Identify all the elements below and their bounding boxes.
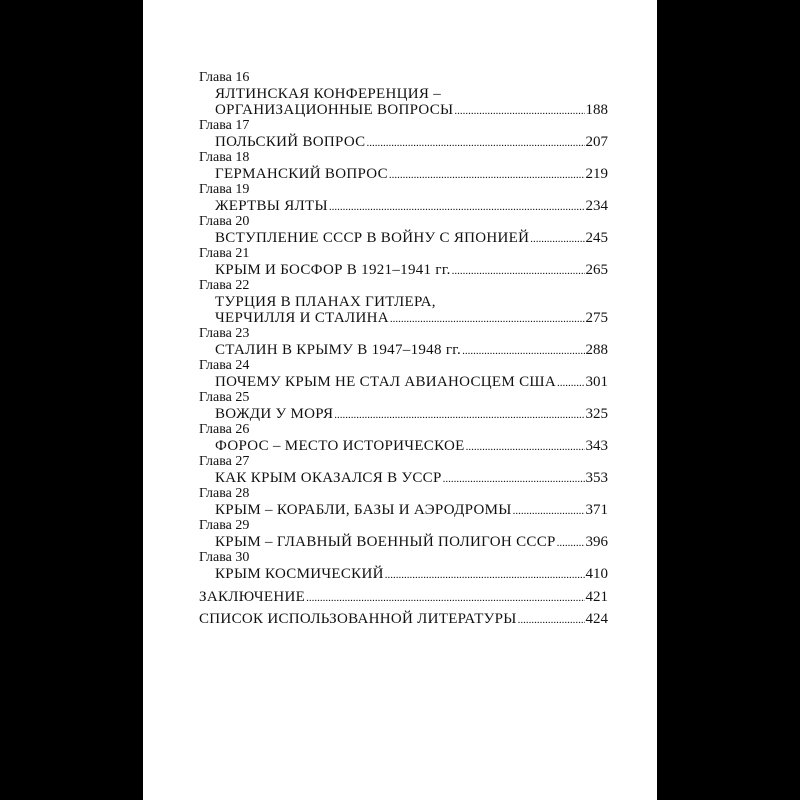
toc-entry-line [199,589,608,605]
toc-entry-title: ПОЛЬСКИЙ ВОПРОС [215,134,366,150]
toc-entry-title: КРЫМ – ГЛАВНЫЙ ВОЕННЫЙ ПОЛИГОН СССР [215,534,556,550]
toc-entry-title: СПИСОК ИСПОЛЬЗОВАННОЙ ЛИТЕРАТУРЫ [199,611,517,627]
chapter-label: Глава 21 [199,246,250,261]
chapter-label: Глава 28 [199,486,250,501]
dot-leader [390,311,585,327]
dot-leader [466,439,585,455]
toc-entry-title: ВСТУПЛЕНИЕ СССР В ВОЙНУ С ЯПОНИЕЙ [215,230,530,246]
toc-page-number: 421 [585,589,608,605]
toc-entry-title: ЧЕРЧИЛЛЯ И СТАЛИНА [215,310,389,326]
toc-page-number: 234 [585,198,608,214]
toc-entry-line [199,230,608,246]
toc-entry-line [199,438,608,454]
toc-entry-title: ТУРЦИЯ В ПЛАНАХ ГИТЛЕРА, [215,294,436,310]
toc-page-number: 188 [585,102,608,118]
toc-entry-title: ВОЖДИ У МОРЯ [215,406,334,422]
chapter-label: Глава 23 [199,326,250,341]
toc-entry-line [199,374,608,390]
toc-entry-line [199,611,608,627]
toc-page-number: 207 [585,134,608,150]
toc-page-number: 343 [585,438,608,454]
toc-entry-line [199,198,608,214]
toc-page-number: 424 [585,611,608,627]
toc-page-number: 410 [585,566,608,582]
dot-leader [306,590,584,606]
toc-entry-line [199,134,608,150]
toc-page-number: 325 [585,406,608,422]
toc-entry-title: КРЫМ – КОРАБЛИ, БАЗЫ И АЭРОДРОМЫ [215,502,512,518]
chapter-label: Глава 16 [199,70,250,85]
dot-leader [452,263,585,279]
toc-entry-title: ПОЧЕМУ КРЫМ НЕ СТАЛ АВИАНОСЦЕМ США [215,374,556,390]
dot-leader [443,471,585,487]
section-gap [199,582,608,589]
chapter-label: Глава 27 [199,454,250,469]
dot-leader [366,135,584,151]
toc-page-number: 371 [585,502,608,518]
toc-entry-title: ЯЛТИНСКАЯ КОНФЕРЕНЦИЯ – [215,86,442,102]
dot-leader [334,407,584,423]
toc-entry-title: КАК КРЫМ ОКАЗАЛСЯ В УССР [215,470,442,486]
toc-entry-line [199,262,608,278]
toc-page-number: 265 [585,262,608,278]
toc-entry-line [199,502,608,518]
toc-page-number: 301 [585,374,608,390]
toc-entry-line [199,342,608,358]
dot-leader [329,199,585,215]
toc-entry-title: ЗАКЛЮЧЕНИЕ [199,589,306,605]
table-of-contents [199,70,608,633]
toc-entry-line [199,470,608,486]
chapter-label: Глава 24 [199,358,250,373]
toc-entry-line [199,166,608,182]
toc-page-number: 219 [585,166,608,182]
chapter-label: Глава 26 [199,422,250,437]
chapter-label: Глава 22 [199,278,250,293]
chapter-label: Глава 25 [199,390,250,405]
dot-leader [518,612,585,628]
dot-leader [454,103,584,119]
dot-leader [557,535,585,551]
toc-entry-line [199,534,608,550]
chapter-label: Глава 30 [199,550,250,565]
chapter-label: Глава 19 [199,182,250,197]
toc-entry-title: СТАЛИН В КРЫМУ В 1947–1948 гг. [215,342,462,358]
toc-page-number: 245 [585,230,608,246]
toc-entry-title: КРЫМ И БОСФОР В 1921–1941 гг. [215,262,451,278]
chapter-label: Глава 29 [199,518,250,533]
toc-entry-title: ЖЕРТВЫ ЯЛТЫ [215,198,328,214]
dot-leader [530,231,584,247]
toc-entry-title: КРЫМ КОСМИЧЕСКИЙ [215,566,384,582]
chapter-label: Глава 18 [199,150,250,165]
chapter-label: Глава 17 [199,118,250,133]
toc-page-number: 396 [585,534,608,550]
dot-leader [462,343,584,359]
toc-entry-line [199,294,608,310]
toc-entry-line [199,310,608,326]
toc-page-number: 288 [585,342,608,358]
toc-entry-line [199,566,608,582]
toc-entry-title: ФОРОС – МЕСТО ИСТОРИЧЕСКОЕ [215,438,465,454]
dot-leader [385,567,585,583]
toc-entry-title: ГЕРМАНСКИЙ ВОПРОС [215,166,388,182]
toc-entry-line [199,86,608,102]
dot-leader [389,167,585,183]
toc-entry-line [199,406,608,422]
toc-entry-line [199,102,608,118]
toc-entry-title: ОРГАНИЗАЦИОННЫЕ ВОПРОСЫ [215,102,454,118]
dot-leader [557,375,585,391]
dot-leader [513,503,585,519]
toc-page-number: 353 [585,470,608,486]
chapter-label: Глава 20 [199,214,250,229]
toc-page-number: 275 [585,310,608,326]
